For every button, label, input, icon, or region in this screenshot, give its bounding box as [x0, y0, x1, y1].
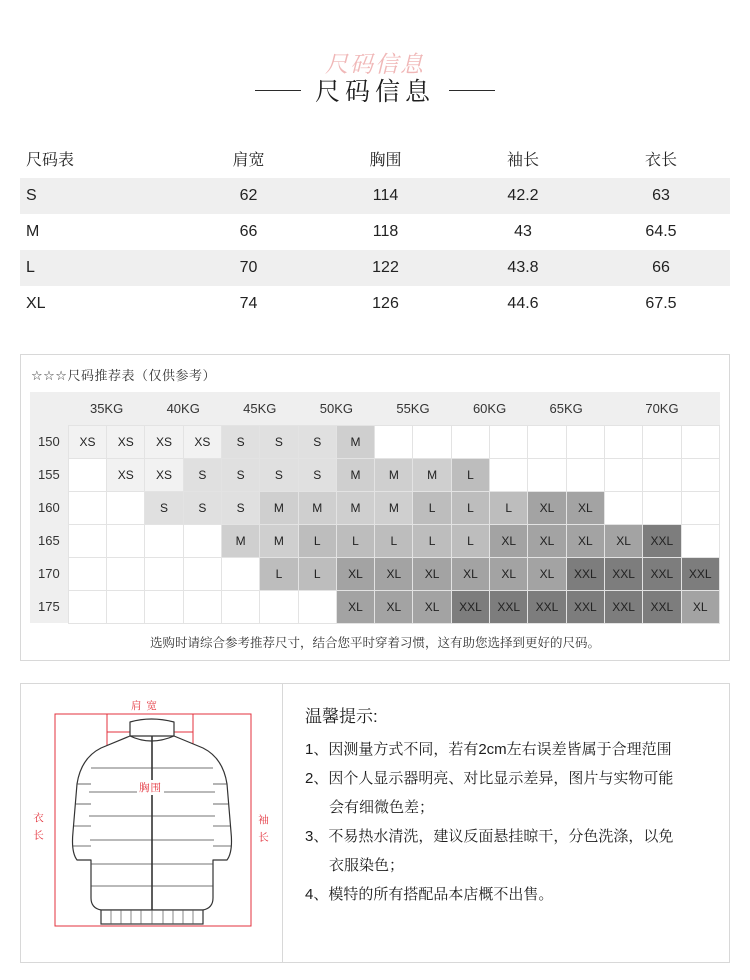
recommendation-cell-empty: [68, 590, 106, 623]
recommendation-cell: S: [298, 458, 336, 491]
weight-header: 55KG: [375, 392, 452, 425]
cell-shoulder: 74: [180, 286, 317, 322]
recommendation-row: [30, 458, 720, 491]
cell-chest: 126: [317, 286, 454, 322]
recommendation-cell: XL: [681, 590, 719, 623]
recommendation-cell-empty: [604, 491, 642, 524]
tips-item-continuation: 会有细微色差；: [329, 798, 435, 816]
recommendation-cell: XS: [145, 458, 183, 491]
weight-header: 60KG: [451, 392, 528, 425]
label-garment-length: 衣 长: [29, 812, 48, 842]
weight-header: 45KG: [221, 392, 298, 425]
height-label: 150: [30, 425, 68, 458]
table-row: [20, 178, 730, 214]
recommendation-cell: XXL: [528, 590, 566, 623]
tips-item: 3、不易热水清洗，建议反面悬挂晾干，分色洗涤，以免: [305, 827, 674, 845]
recommendation-cell: XXL: [643, 524, 681, 557]
recommendation-cell: M: [375, 458, 413, 491]
recommendation-cell: XL: [528, 524, 566, 557]
rule-left: [255, 90, 301, 91]
recommendation-cell: S: [221, 425, 259, 458]
recommendation-cell-empty: [643, 425, 681, 458]
recommendation-row: [30, 557, 720, 590]
recommendation-cell: L: [451, 458, 489, 491]
bottom-block: [20, 683, 730, 963]
recommendation-cell: L: [336, 524, 374, 557]
recommendation-row: [30, 524, 720, 557]
recommendation-cell: S: [298, 425, 336, 458]
tips-item-continuation: 衣服染色；: [329, 856, 405, 874]
label-sleeve-length: 袖 长: [254, 814, 273, 844]
size-recommendation-block: [20, 354, 730, 661]
recommendation-cell: L: [451, 524, 489, 557]
recommendation-cell-empty: [566, 458, 604, 491]
size-measurement-table: [20, 138, 730, 322]
recommendation-cell: L: [298, 557, 336, 590]
label-chest: 胸围: [139, 781, 162, 794]
recommendation-cell: XL: [490, 557, 528, 590]
recommendation-cell: XS: [107, 425, 145, 458]
recommendation-cell: L: [375, 524, 413, 557]
recommendation-cell: XL: [566, 524, 604, 557]
recommendation-cell: S: [221, 458, 259, 491]
recommendation-cell: XS: [107, 458, 145, 491]
recommendation-row: [30, 425, 720, 458]
recommendation-cell-empty: [681, 491, 719, 524]
recommendation-cell: M: [260, 524, 298, 557]
recommendation-cell: M: [336, 425, 374, 458]
recommendation-cell-empty: [604, 425, 642, 458]
recommendation-cell: XL: [413, 557, 451, 590]
recommendation-cell: XS: [183, 425, 221, 458]
recommendation-cell: M: [336, 458, 374, 491]
recommendation-cell: XL: [528, 491, 566, 524]
recommendation-cell: XL: [413, 590, 451, 623]
col-header-length: 衣长: [592, 138, 730, 178]
recommendation-cell: XS: [145, 425, 183, 458]
grid-corner: [30, 392, 68, 425]
recommendation-cell-empty: [68, 557, 106, 590]
recommendation-cell-empty: [528, 425, 566, 458]
recommendation-cell: XXL: [681, 557, 719, 590]
tips-pane: [283, 684, 729, 962]
recommendation-cell: XXL: [490, 590, 528, 623]
recommendation-cell-empty: [145, 557, 183, 590]
recommendation-cell: XL: [604, 524, 642, 557]
cell-chest: 122: [317, 250, 454, 286]
recommendation-cell: S: [145, 491, 183, 524]
recommendation-cell: L: [413, 491, 451, 524]
recommendation-cell: M: [413, 458, 451, 491]
cell-sleeve: 44.6: [454, 286, 592, 322]
cell-shoulder: 62: [180, 178, 317, 214]
recommendation-row: [30, 491, 720, 524]
recommendation-cell: S: [221, 491, 259, 524]
recommendation-cell: XL: [528, 557, 566, 590]
recommendation-cell: XL: [375, 557, 413, 590]
recommendation-cell: XXL: [604, 590, 642, 623]
recommendation-cell-empty: [375, 425, 413, 458]
cell-sleeve: 42.2: [454, 178, 592, 214]
recommendation-cell: XXL: [604, 557, 642, 590]
tips-item: 4、模特的所有搭配品本店概不出售。: [305, 885, 554, 903]
col-header-shoulder: 肩宽: [180, 138, 317, 178]
cell-length: 67.5: [592, 286, 730, 322]
rule-right: [449, 90, 495, 91]
recommendation-cell-empty: [643, 458, 681, 491]
recommendation-cell-empty: [68, 491, 106, 524]
cell-length: 66: [592, 250, 730, 286]
recommendation-cell-empty: [490, 458, 528, 491]
height-label: 160: [30, 491, 68, 524]
recommendation-cell: M: [298, 491, 336, 524]
recommendation-cell-empty: [221, 590, 259, 623]
col-header-chest: 胸围: [317, 138, 454, 178]
recommendation-cell-empty: [68, 458, 106, 491]
recommendation-cell: M: [260, 491, 298, 524]
recommendation-cell: S: [183, 458, 221, 491]
recommendation-cell: XL: [566, 491, 604, 524]
weight-header: 70KG: [604, 392, 719, 425]
recommendation-cell: M: [221, 524, 259, 557]
recommendation-cell-empty: [260, 590, 298, 623]
recommendation-cell-empty: [490, 425, 528, 458]
recommendation-cell: XXL: [643, 590, 681, 623]
cell-size: S: [20, 178, 180, 214]
height-label: 175: [30, 590, 68, 623]
recommendation-cell: M: [375, 491, 413, 524]
recommendation-cell-empty: [68, 524, 106, 557]
jacket-illustration: [27, 692, 277, 954]
recommendation-cell: L: [413, 524, 451, 557]
cell-length: 64.5: [592, 214, 730, 250]
recommendation-cell: S: [183, 491, 221, 524]
recommendation-cell-empty: [681, 524, 719, 557]
recommendation-cell: L: [451, 491, 489, 524]
recommendation-note: 选购时请综合参考推荐尺寸，结合您平时穿着习惯，这有助您选择到更好的尺码。: [149, 635, 600, 650]
tips-item: 2、因个人显示器明亮、对比显示差异，图片与实物可能: [305, 769, 674, 787]
recommendation-cell: M: [336, 491, 374, 524]
recommendation-cell: L: [260, 557, 298, 590]
cell-shoulder: 70: [180, 250, 317, 286]
recommendation-grid: [30, 392, 720, 624]
recommendation-cell: S: [260, 425, 298, 458]
recommendation-cell-empty: [681, 458, 719, 491]
recommendation-cell-empty: [643, 491, 681, 524]
recommendation-cell-empty: [107, 557, 145, 590]
page-title: 尺码信息: [314, 78, 435, 106]
height-label: 155: [30, 458, 68, 491]
recommendation-cell-empty: [528, 458, 566, 491]
cell-chest: 114: [317, 178, 454, 214]
cell-shoulder: 66: [180, 214, 317, 250]
recommendation-row: [30, 590, 720, 623]
weight-header: 35KG: [68, 392, 145, 425]
recommendation-cell: XL: [336, 557, 374, 590]
cell-length: 63: [592, 178, 730, 214]
recommendation-cell-empty: [221, 557, 259, 590]
weight-header: 40KG: [145, 392, 222, 425]
cell-chest: 118: [317, 214, 454, 250]
recommendation-cell-empty: [298, 590, 336, 623]
recommendation-cell-empty: [604, 458, 642, 491]
recommendation-cell: XL: [375, 590, 413, 623]
recommendation-cell-empty: [107, 491, 145, 524]
tips-item: 1、因测量方式不同，若有2cm左右误差皆属于合理范围: [305, 740, 672, 758]
recommendation-cell: XXL: [566, 590, 604, 623]
col-header-sleeve: 袖长: [454, 138, 592, 178]
recommendation-cell: XL: [336, 590, 374, 623]
cell-sleeve: 43.8: [454, 250, 592, 286]
recommendation-cell-empty: [107, 524, 145, 557]
cell-size: M: [20, 214, 180, 250]
height-label: 170: [30, 557, 68, 590]
recommendation-cell: XL: [490, 524, 528, 557]
jacket-diagram-pane: [21, 684, 283, 962]
recommendation-cell: XS: [68, 425, 106, 458]
col-header-size: 尺码表: [20, 138, 180, 178]
recommendation-cell-empty: [107, 590, 145, 623]
recommendation-cell: XXL: [643, 557, 681, 590]
weight-header: 50KG: [298, 392, 375, 425]
recommendation-cell: XXL: [566, 557, 604, 590]
recommendation-cell: XL: [451, 557, 489, 590]
table-row: [20, 214, 730, 250]
recommendation-cell-empty: [413, 425, 451, 458]
weight-header: 65KG: [528, 392, 605, 425]
recommendation-cell-empty: [681, 425, 719, 458]
cell-size: XL: [20, 286, 180, 322]
recommendation-cell: S: [260, 458, 298, 491]
recommendation-title: ☆☆☆尺码推荐表（仅供参考）: [31, 368, 216, 383]
recommendation-cell: L: [490, 491, 528, 524]
decorative-script-title: 尺码信息: [325, 52, 425, 77]
recommendation-cell: L: [298, 524, 336, 557]
table-row: [20, 250, 730, 286]
page-header: [0, 0, 750, 108]
recommendation-cell: XXL: [451, 590, 489, 623]
recommendation-cell-empty: [183, 557, 221, 590]
tips-title: 温馨提示:: [305, 706, 378, 726]
table-header-row: [20, 138, 730, 178]
table-row: [20, 286, 730, 322]
cell-size: L: [20, 250, 180, 286]
label-shoulder-width: 肩 宽: [131, 699, 158, 712]
recommendation-cell-empty: [451, 425, 489, 458]
recommendation-cell-empty: [145, 524, 183, 557]
recommendation-cell-empty: [183, 590, 221, 623]
recommendation-cell-empty: [183, 524, 221, 557]
height-label: 165: [30, 524, 68, 557]
cell-sleeve: 43: [454, 214, 592, 250]
recommendation-cell-empty: [566, 425, 604, 458]
recommendation-cell-empty: [145, 590, 183, 623]
title-row: [0, 72, 750, 108]
